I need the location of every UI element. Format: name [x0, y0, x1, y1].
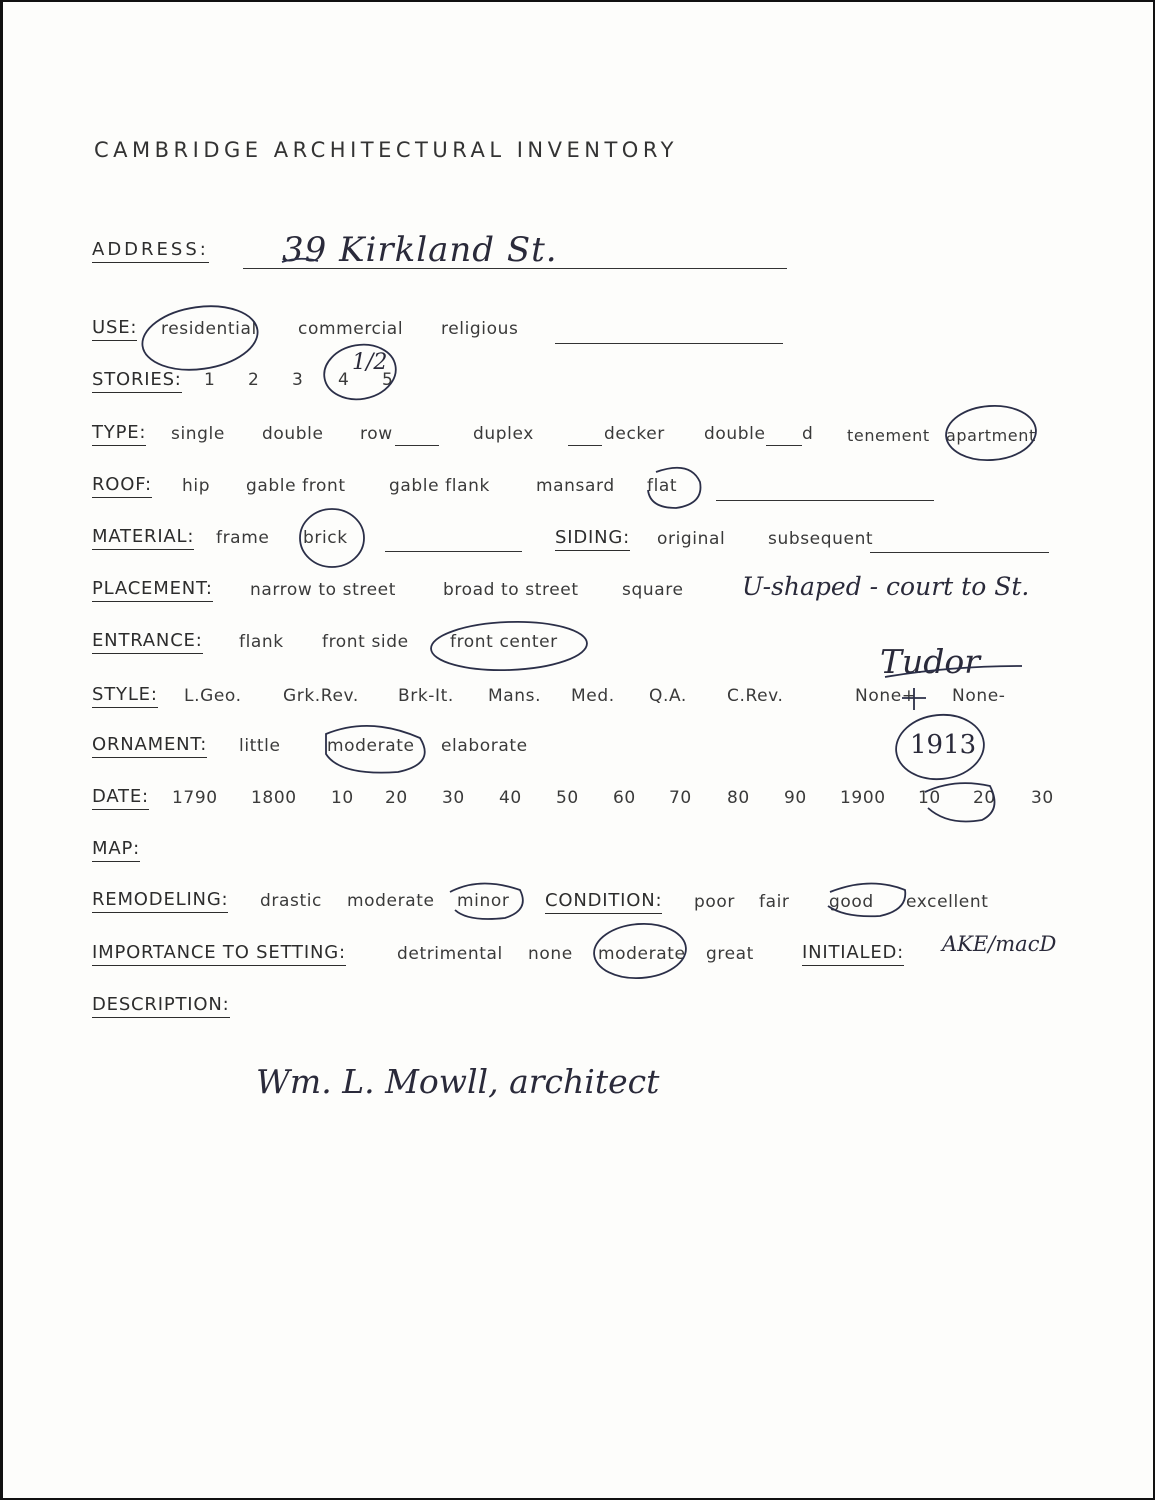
type-option-d: d: [802, 424, 814, 444]
style-option-grkrev: Grk.Rev.: [283, 686, 359, 706]
address-label: ADDRESS:: [92, 240, 209, 263]
ornament-option-moderate: moderate: [327, 736, 415, 756]
remodeling-option-drastic: drastic: [260, 891, 322, 911]
siding-option-original: original: [657, 529, 726, 549]
ornament-option-little: little: [239, 736, 281, 756]
use-option-residential: residential: [161, 319, 257, 339]
importance-option-moderate: moderate: [598, 944, 686, 964]
stories-option-1: 1: [204, 370, 216, 390]
type-option-duplex: duplex: [473, 424, 534, 444]
siding-label: SIDING:: [555, 528, 630, 551]
style-handwritten: Tudor: [880, 642, 981, 681]
date-option-10: 10: [331, 788, 354, 808]
style-option-qa: Q.A.: [649, 686, 687, 706]
material-option-brick: brick: [303, 528, 348, 548]
stories-annotation: 1/2: [352, 350, 388, 375]
siding-option-subsequent: subsequent: [768, 529, 874, 549]
remodeling-option-moderate: moderate: [347, 891, 435, 911]
roof-label: ROOF:: [92, 475, 152, 498]
condition-option-poor: poor: [694, 892, 735, 912]
form-title: CAMBRIDGE ARCHITECTURAL INVENTORY: [94, 138, 678, 162]
date-option-80: 80: [727, 788, 750, 808]
style-option-none-plus: None+: [855, 686, 917, 706]
type-option-single: single: [171, 424, 225, 444]
type-row-blank: [395, 445, 439, 446]
placement-option-broad: broad to street: [443, 580, 579, 600]
use-blank: [555, 343, 783, 344]
type-option-apartment: apartment: [946, 426, 1036, 445]
description-value: Wm. L. Mowll, architect: [256, 1062, 660, 1101]
style-option-lgeo: L.Geo.: [184, 686, 242, 706]
date-option-1800: 1800: [251, 788, 297, 808]
date-option-1930: 30: [1031, 788, 1054, 808]
initialed-value: AKE/macD: [942, 932, 1057, 956]
type-decker-blank: [568, 445, 602, 446]
siding-blank: [870, 552, 1049, 553]
condition-option-excellent: excellent: [906, 892, 989, 912]
type-option-double-d: double: [704, 424, 766, 444]
type-option-decker: decker: [604, 424, 665, 444]
condition-label: CONDITION:: [545, 891, 662, 914]
roof-option-gable-front: gable front: [246, 476, 346, 496]
type-option-row: row: [360, 424, 393, 444]
material-option-frame: frame: [216, 528, 270, 548]
placement-option-square: square: [622, 580, 684, 600]
stories-label: STORIES:: [92, 370, 182, 393]
map-label: MAP:: [92, 839, 140, 862]
importance-option-detrimental: detrimental: [397, 944, 503, 964]
use-option-commercial: commercial: [298, 319, 404, 339]
style-option-crev: C.Rev.: [727, 686, 784, 706]
date-option-1900: 1900: [840, 788, 886, 808]
description-label: DESCRIPTION:: [92, 995, 230, 1018]
style-option-med: Med.: [571, 686, 615, 706]
date-option-1790: 1790: [172, 788, 218, 808]
use-label: USE:: [92, 318, 137, 341]
remodeling-option-minor: minor: [457, 891, 510, 911]
style-option-brkit: Brk-It.: [398, 686, 454, 706]
placement-option-narrow: narrow to street: [250, 580, 396, 600]
style-label: STYLE:: [92, 685, 158, 708]
importance-label: IMPORTANCE TO SETTING:: [92, 943, 346, 966]
style-option-none-minus: None-: [952, 686, 1006, 706]
date-option-20: 20: [385, 788, 408, 808]
use-option-religious: religious: [441, 319, 519, 339]
entrance-option-flank: flank: [239, 632, 284, 652]
type-double-blank: [766, 445, 802, 446]
importance-option-none: none: [528, 944, 573, 964]
roof-option-gable-flank: gable flank: [389, 476, 490, 496]
address-value: 39 Kirkland St.: [282, 230, 558, 270]
entrance-option-front-center: front center: [450, 632, 558, 652]
entrance-label: ENTRANCE:: [92, 631, 203, 654]
date-label: DATE:: [92, 787, 149, 810]
placement-label: PLACEMENT:: [92, 579, 213, 602]
type-option-tenement: tenement: [847, 426, 930, 445]
ornament-label: ORNAMENT:: [92, 735, 207, 758]
stories-option-4: 4: [338, 370, 350, 390]
stories-option-5: 5: [382, 370, 394, 390]
material-blank: [385, 551, 522, 552]
remodeling-label: REMODELING:: [92, 890, 228, 913]
type-option-double: double: [262, 424, 324, 444]
date-option-1920: 20: [973, 788, 996, 808]
importance-option-great: great: [706, 944, 754, 964]
roof-option-flat: flat: [647, 476, 678, 496]
type-label: TYPE:: [92, 423, 146, 446]
entrance-option-front-side: front side: [322, 632, 409, 652]
date-option-30: 30: [442, 788, 465, 808]
placement-handwritten: U-shaped - court to St.: [742, 572, 1030, 601]
stories-option-3: 3: [292, 370, 304, 390]
date-option-1910: 10: [918, 788, 941, 808]
roof-option-hip: hip: [182, 476, 211, 496]
date-option-50: 50: [556, 788, 579, 808]
roof-option-mansard: mansard: [536, 476, 615, 496]
ornament-option-elaborate: elaborate: [441, 736, 528, 756]
date-option-40: 40: [499, 788, 522, 808]
style-option-mans: Mans.: [488, 686, 542, 706]
stories-option-2: 2: [248, 370, 260, 390]
date-option-90: 90: [784, 788, 807, 808]
date-handwritten: 1913: [910, 730, 977, 760]
date-option-70: 70: [669, 788, 692, 808]
date-option-60: 60: [613, 788, 636, 808]
material-label: MATERIAL:: [92, 527, 194, 550]
roof-blank: [716, 500, 934, 501]
initialed-label: INITIALED:: [802, 943, 904, 966]
condition-option-good: good: [829, 892, 874, 912]
condition-option-fair: fair: [759, 892, 790, 912]
